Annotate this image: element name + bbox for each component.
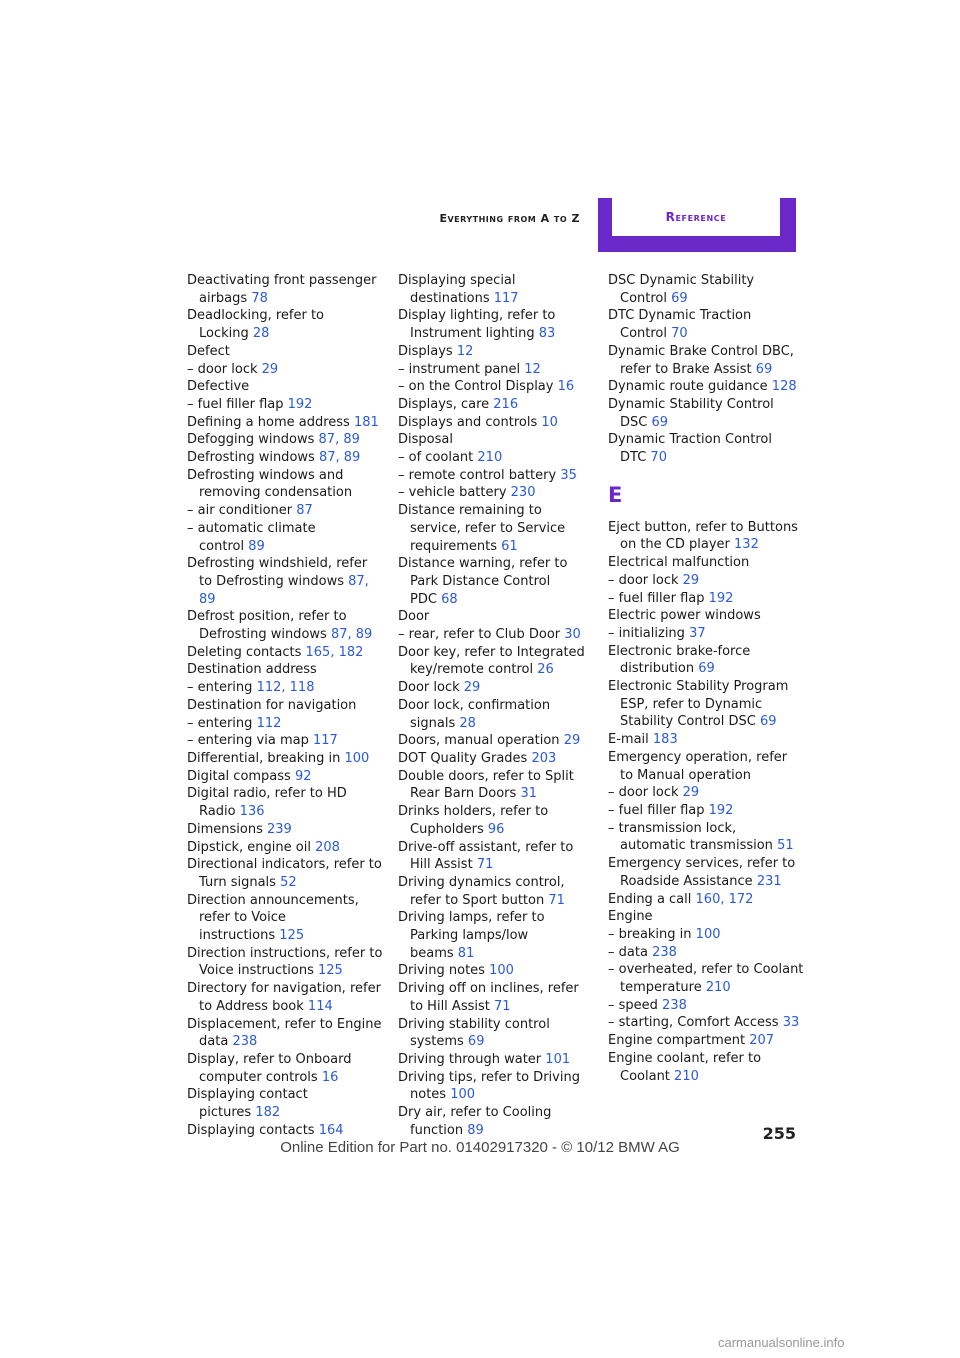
index-entry: [608, 961, 804, 996]
page-reference-link[interactable]: 87: [330, 627, 348, 643]
index-entry: [398, 307, 594, 342]
index-term: – transmission lock, automatic transmission: [608, 820, 773, 854]
page-reference-link[interactable]: 69: [671, 290, 688, 306]
index-entry: [608, 343, 804, 378]
page-reference-link[interactable]: 29: [563, 733, 581, 749]
index-entry: [608, 1050, 804, 1085]
index-term: Double doors, refer to Split Rear Barn Doors: [398, 768, 574, 802]
page-reference-link[interactable]: 100: [344, 750, 370, 766]
index-entry: [398, 555, 594, 608]
index-term: Displacement, refer to Engine data: [187, 1016, 382, 1050]
index-entry: [608, 855, 804, 890]
index-term: Distance warning, refer to Park Distance Control PDC: [398, 556, 568, 607]
index-term: Emergency operation, refer to Manual operation: [608, 749, 788, 783]
page-reference-link[interactable]: 29: [682, 572, 700, 588]
index-term: – fuel filler flap: [608, 802, 705, 818]
index-term: E-mail: [608, 732, 649, 748]
index-term: Defrosting windows: [187, 450, 315, 466]
index-entry: [187, 431, 383, 449]
page-reference-link[interactable]: 89: [355, 627, 373, 643]
index-term: Door: [398, 609, 430, 625]
page-reference-link[interactable]: 92: [294, 768, 312, 784]
index-entry: [187, 697, 383, 715]
page-reference-link[interactable]: 16: [557, 379, 575, 395]
index-entry: [398, 644, 594, 679]
page-reference-link[interactable]: 89: [248, 538, 265, 554]
index-term: Directional indicators, refer to Turn signals: [187, 857, 382, 890]
index-term: Display lighting, refer to Instrument lighting: [398, 308, 556, 342]
page-reference-link[interactable]: 132: [734, 537, 759, 553]
page-reference-link[interactable]: 29: [463, 680, 481, 696]
index-term: Defect: [187, 343, 230, 359]
index-term: – door lock: [608, 785, 679, 801]
page-reference-link[interactable]: 192: [287, 396, 313, 412]
page-reference-link[interactable]: 71: [494, 998, 511, 1014]
index-term: Deadlocking, refer to Locking: [187, 308, 324, 342]
index-entry: [187, 839, 383, 857]
page-reference-link[interactable]: 10: [541, 414, 558, 430]
index-term: DSC Dynamic Stability Control: [608, 273, 755, 306]
index-term: DOT Quality Grades: [398, 750, 528, 766]
index-entry: [187, 449, 383, 467]
index-term: Dynamic Traction Control DTC: [608, 432, 772, 466]
index-term: Deleting contacts: [187, 644, 302, 660]
index-entry: [398, 484, 594, 502]
index-term: Electric power windows: [608, 608, 761, 624]
page-reference-link[interactable]: 52: [280, 874, 297, 890]
index-term: – vehicle battery: [398, 485, 507, 501]
index-term: – breaking in: [608, 926, 692, 942]
index-entry: [608, 431, 804, 466]
page-reference-link[interactable]: 182: [338, 644, 364, 660]
index-entry: [187, 396, 383, 414]
index-term: Dipstick, engine oil: [187, 839, 311, 855]
page-reference-link[interactable]: 87: [348, 573, 365, 589]
index-entry: [398, 414, 594, 432]
index-term: – starting, Comfort Access: [608, 1015, 779, 1031]
page-reference-link[interactable]: 183: [652, 732, 678, 748]
page-reference-link[interactable]: 207: [749, 1033, 775, 1049]
index-letter-heading: E: [608, 482, 623, 507]
index-entry: [187, 821, 383, 839]
index-term: – overheated, refer to Coolant temperature: [608, 962, 804, 996]
page-reference-link[interactable]: 37: [689, 625, 706, 641]
index-entry: [608, 378, 804, 396]
index-entry: [608, 625, 804, 643]
page-reference-link[interactable]: 33: [782, 1015, 800, 1031]
index-entry: [398, 608, 594, 626]
index-column-3: [608, 272, 804, 1085]
page-reference-link[interactable]: 101: [545, 1051, 571, 1067]
page-reference-link[interactable]: 96: [487, 821, 505, 837]
index-entry: [187, 892, 383, 945]
index-entry: [187, 856, 383, 891]
index-entry: [187, 343, 383, 361]
index-entry: [187, 555, 383, 608]
index-entry: [608, 272, 804, 307]
page-reference-link[interactable]: 89: [467, 1122, 484, 1138]
page-reference-link[interactable]: 125: [279, 928, 305, 944]
index-term: Driving through water: [398, 1051, 542, 1067]
index-term: Ending a call: [608, 891, 692, 907]
index-term: Displays, care: [398, 396, 490, 412]
page-reference-link[interactable]: 71: [476, 857, 494, 873]
page-reference-link[interactable]: 172: [728, 891, 754, 907]
index-term: – rear, refer to Club Door: [398, 627, 561, 643]
index-term: Driving tips, refer to Driving notes: [398, 1069, 580, 1103]
index-term: Defrosting windows and removing condensation: [187, 467, 353, 501]
index-term: Engine compartment: [608, 1033, 746, 1049]
section-tab-inner: [612, 198, 780, 236]
page-ref-separator: ,: [720, 891, 729, 907]
index-term: Electronic brake-force distribution: [608, 643, 751, 677]
page-reference-link[interactable]: 160: [695, 891, 721, 907]
index-entry: [398, 431, 594, 449]
page-reference-link[interactable]: 61: [501, 538, 518, 554]
page-reference-link[interactable]: 192: [708, 802, 734, 818]
index-entry: [187, 414, 383, 432]
page-reference-link[interactable]: 210: [674, 1068, 699, 1084]
index-entry: [398, 1104, 594, 1139]
page-reference-link[interactable]: 239: [267, 821, 292, 837]
index-entry: [398, 697, 594, 732]
page-reference-link[interactable]: 83: [538, 326, 556, 342]
index-term: – initializing: [608, 625, 685, 641]
index-term: Displaying contact pictures: [187, 1087, 308, 1121]
index-entry: [398, 1069, 594, 1104]
index-term: – instrument panel: [398, 361, 521, 377]
index-entry: [398, 1016, 594, 1051]
page-reference-link[interactable]: 12: [456, 343, 474, 359]
page-reference-link[interactable]: 89: [343, 432, 360, 448]
index-entry: [187, 750, 383, 768]
page-reference-link[interactable]: 136: [239, 804, 265, 820]
index-term: Engine coolant, refer to Coolant: [608, 1050, 762, 1084]
page-reference-link[interactable]: 68: [441, 591, 458, 607]
index-term: – remote control battery: [398, 467, 557, 483]
index-entry: [608, 607, 804, 625]
page-reference-link[interactable]: 165: [305, 644, 331, 660]
section-tab-label: Reference: [665, 210, 727, 224]
index-term: – entering: [187, 715, 253, 731]
page-reference-link[interactable]: 125: [318, 963, 343, 979]
index-term: Drive-off assistant, refer to Hill Assist: [398, 839, 574, 873]
index-entry: [398, 1051, 594, 1069]
index-term: Destination address: [187, 662, 317, 678]
page-reference-link[interactable]: 35: [560, 467, 577, 483]
page-reference-link[interactable]: 216: [493, 396, 519, 412]
page-reference-link[interactable]: 26: [537, 662, 554, 678]
index-term: Driving lamps, refer to Parking lamps/low beams: [398, 910, 545, 961]
index-term: Digital radio, refer to HD Radio: [187, 786, 347, 820]
page-number: 255: [762, 1124, 796, 1143]
index-entry: [187, 768, 383, 786]
index-entry: [398, 750, 594, 768]
page-reference-link[interactable]: 238: [662, 997, 687, 1013]
page-ref-separator: ,: [335, 450, 344, 466]
index-term: Eject button, refer to Buttons on the CD player: [608, 519, 798, 553]
page-reference-link[interactable]: 100: [695, 926, 721, 942]
index-term: Door key, refer to Integrated key/remote control: [398, 644, 585, 678]
index-entry: [608, 396, 804, 431]
index-term: Display, refer to Onboard computer controls: [187, 1051, 352, 1085]
index-entry: [187, 502, 383, 520]
index-term: – fuel filler flap: [608, 590, 705, 606]
index-term: – air conditioner: [187, 503, 293, 519]
page-reference-link[interactable]: 210: [705, 980, 731, 996]
page-reference-link[interactable]: 16: [321, 1069, 339, 1085]
index-term: Defrost position, refer to Defrosting windows: [187, 609, 347, 643]
page-reference-link[interactable]: 89: [343, 450, 361, 466]
index-entry: [608, 554, 804, 572]
page-reference-link[interactable]: 29: [682, 785, 700, 801]
index-term: Emergency services, refer to Roadside Assistance: [608, 856, 796, 889]
index-entry: [187, 1086, 383, 1121]
index-term: Door lock: [398, 680, 460, 696]
page-ref-separator: ,: [330, 644, 339, 660]
index-term: Defrosting windshield, refer to Defrosting windows: [187, 556, 368, 589]
index-term: Driving notes: [398, 963, 485, 979]
page-reference-link[interactable]: 69: [651, 414, 669, 430]
index-entry: [187, 679, 383, 697]
page-reference-link[interactable]: 69: [755, 361, 773, 377]
page-reference-link[interactable]: 181: [353, 414, 379, 430]
page-reference-link[interactable]: 208: [315, 839, 340, 855]
page-reference-link[interactable]: 81: [457, 945, 475, 961]
index-entry: [398, 679, 594, 697]
index-entry: [398, 768, 594, 803]
index-entry: [187, 715, 383, 733]
page-reference-link[interactable]: 128: [771, 379, 797, 395]
index-entry: [187, 467, 383, 502]
index-entry: [187, 608, 383, 643]
index-entry: [187, 732, 383, 750]
index-term: Distance remaining to service, refer to Service requirements: [398, 503, 566, 554]
page-reference-link[interactable]: 87: [318, 450, 336, 466]
page-reference-link[interactable]: 71: [548, 892, 565, 908]
page-reference-link[interactable]: 87: [296, 503, 313, 519]
index-entry: [608, 926, 804, 944]
page-reference-link[interactable]: 70: [671, 326, 688, 342]
page-reference-link[interactable]: 69: [698, 661, 715, 677]
footer-edition: Online Edition for Part no. 01402917320 - © 10/12 BMW AG: [280, 1139, 680, 1156]
index-term: Doors, manual operation: [398, 733, 560, 749]
page-reference-link[interactable]: 238: [652, 944, 677, 960]
page-reference-link[interactable]: 182: [255, 1105, 281, 1121]
index-entry: [187, 1016, 383, 1051]
index-entry: [187, 378, 383, 396]
index-term: – data: [608, 944, 648, 960]
index-entry: [398, 343, 594, 361]
index-entry: [398, 467, 594, 485]
index-term: Drinks holders, refer to Cupholders: [398, 804, 549, 837]
index-term: Dry air, refer to Cooling function: [398, 1105, 552, 1138]
index-term: Driving stability control systems: [398, 1016, 550, 1050]
index-entry: [608, 749, 804, 784]
index-term: Disposal: [398, 432, 453, 448]
index-entry: [398, 803, 594, 838]
page-reference-link[interactable]: 192: [708, 590, 734, 606]
page-reference-link[interactable]: 30: [564, 627, 581, 643]
page-reference-link[interactable]: 12: [524, 361, 541, 377]
index-term: – speed: [608, 997, 658, 1013]
index-term: – door lock: [187, 361, 258, 377]
index-entry: [608, 784, 804, 802]
section-tab: [598, 198, 796, 252]
index-entry: [187, 945, 383, 980]
index-entry: [608, 731, 804, 749]
index-entry: [398, 626, 594, 644]
page-reference-link[interactable]: 69: [467, 1034, 485, 1050]
index-entry: [398, 874, 594, 909]
page-reference-link[interactable]: 28: [252, 326, 270, 342]
index-term: – fuel filler flap: [187, 396, 284, 412]
index-entry: [187, 661, 383, 679]
page-reference-link[interactable]: 112: [256, 680, 282, 696]
page-reference-link[interactable]: 70: [650, 450, 667, 466]
watermark: carmanualsonline.info: [718, 1335, 845, 1350]
index-entry: [608, 820, 804, 855]
page-reference-link[interactable]: 29: [261, 361, 279, 377]
index-term: Electronic Stability Program ESP, refer to Dynamic Stability Control DSC: [608, 679, 789, 730]
page-reference-link[interactable]: 28: [459, 715, 476, 731]
index-entry: [608, 944, 804, 962]
index-term: Driving dynamics control, refer to Sport button: [398, 874, 565, 908]
index-term: Direction instructions, refer to Voice instructions: [187, 945, 383, 979]
index-term: Electrical malfunction: [608, 555, 750, 571]
index-term: Door lock, confirmation signals: [398, 697, 551, 731]
page-ref-separator: ,: [347, 627, 356, 643]
page-reference-link[interactable]: 112: [256, 715, 282, 731]
page-reference-link[interactable]: 31: [520, 786, 537, 802]
index-term: Dynamic Brake Control DBC, refer to Brake Assist: [608, 343, 794, 377]
index-entry: [187, 980, 383, 1015]
index-term: Digital compass: [187, 768, 291, 784]
index-term: DTC Dynamic Traction Control: [608, 308, 752, 342]
index-entry: [608, 802, 804, 820]
index-term: – on the Control Display: [398, 379, 554, 395]
index-term: Displaying contacts: [187, 1122, 315, 1138]
page-reference-link[interactable]: 51: [777, 838, 794, 854]
page-reference-link[interactable]: 230: [510, 485, 536, 501]
page-ref-separator: ,: [335, 432, 344, 448]
index-entry: [608, 1014, 804, 1032]
page-reference-link[interactable]: 100: [450, 1087, 476, 1103]
page-reference-link[interactable]: 238: [232, 1034, 258, 1050]
index-term: Defective: [187, 379, 250, 395]
index-term: Direction announcements, refer to Voice instructions: [187, 892, 359, 944]
index-entry: [187, 1122, 383, 1140]
index-entry: [398, 962, 594, 980]
page-reference-link[interactable]: 164: [318, 1122, 344, 1138]
index-entry: [187, 785, 383, 820]
index-entry: [187, 520, 383, 555]
index-term: Destination for navigation: [187, 697, 357, 713]
index-term: Displays and controls: [398, 414, 538, 430]
index-term: – entering via map: [187, 733, 309, 749]
index-entry: [398, 502, 594, 555]
index-entry: [187, 361, 383, 379]
index-entry: [608, 643, 804, 678]
index-entry: [187, 307, 383, 342]
index-entry: [608, 307, 804, 342]
index-term: Deactivating front passenger airbags: [187, 273, 377, 306]
index-term: – entering: [187, 680, 253, 696]
index-term: Differential, breaking in: [187, 750, 341, 766]
index-term: Defogging windows: [187, 432, 315, 448]
index-term: Defining a home address: [187, 414, 350, 430]
page-ref-separator: ,: [364, 573, 369, 589]
index-column-2: [398, 272, 594, 1139]
index-entry: [608, 678, 804, 731]
index-term: Engine: [608, 909, 653, 925]
index-column-1: [187, 272, 383, 1139]
page-reference-link[interactable]: 210: [477, 450, 503, 466]
index-entry: [398, 272, 594, 307]
page-reference-link[interactable]: 100: [489, 963, 514, 979]
index-term: Driving off on inclines, refer to Hill Assist: [398, 981, 579, 1014]
page-reference-link[interactable]: 117: [493, 290, 519, 306]
index-entry: [608, 572, 804, 590]
index-term: Displays: [398, 343, 453, 359]
page-reference-link[interactable]: 117: [312, 733, 338, 749]
page-reference-link[interactable]: 118: [289, 680, 315, 696]
index-term: Dynamic Stability Control DSC: [608, 396, 774, 430]
index-entry: [398, 980, 594, 1015]
index-term: Displaying special destinations: [398, 273, 516, 306]
index-entry: [398, 361, 594, 379]
index-entry: [398, 449, 594, 467]
index-term: Directory for navigation, refer to Address book: [187, 981, 381, 1014]
index-entry: [608, 590, 804, 608]
index-entry: [608, 997, 804, 1015]
page-ref-separator: ,: [281, 680, 290, 696]
index-entry: [187, 644, 383, 662]
index-entry: [187, 1051, 383, 1086]
index-entry: [608, 1032, 804, 1050]
index-term: – door lock: [608, 572, 679, 588]
page-reference-link[interactable]: 69: [759, 714, 777, 730]
index-term: – of coolant: [398, 450, 474, 466]
index-entry: [398, 732, 594, 750]
index-term: Dimensions: [187, 821, 263, 837]
index-entry: [398, 909, 594, 962]
page-reference-link[interactable]: 114: [307, 998, 333, 1014]
page-reference-link[interactable]: 231: [756, 873, 782, 889]
index-term: – automatic climate control: [187, 520, 316, 554]
index-entry: [608, 908, 804, 926]
index-term: Dynamic route guidance: [608, 379, 768, 395]
index-entry: [398, 396, 594, 414]
page-reference-link[interactable]: 203: [531, 750, 557, 766]
page-reference-link[interactable]: 87: [318, 432, 336, 448]
page-reference-link[interactable]: 78: [251, 290, 268, 306]
index-entry: [187, 272, 383, 307]
index-entry: [608, 519, 804, 554]
index-entry: [398, 378, 594, 396]
page-reference-link[interactable]: 89: [199, 591, 216, 607]
index-entry: [608, 891, 804, 909]
index-entry: [398, 839, 594, 874]
section-title: Everything from A to Z: [439, 212, 580, 225]
